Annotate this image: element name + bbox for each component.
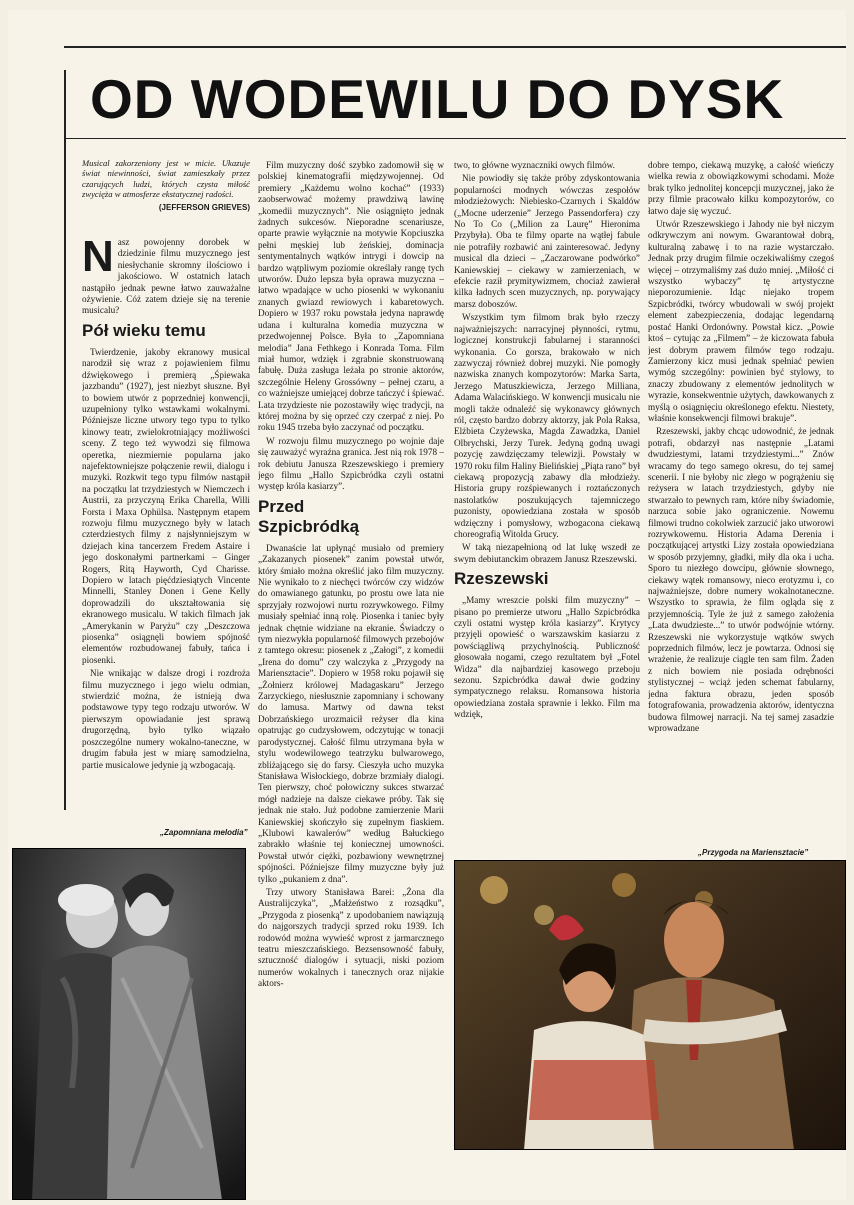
title-left-rule [64,70,66,810]
photo-zapomniana-melodia [12,848,246,1200]
paragraph: dobre tempo, ciekawą muzykę, a całość wieńczy wielka rewia z obowiązkowymi schodami. Może brak tylko jednolitej koncepcji muzycznej, jako że przy filmie pracowało kilku kompozytorów, co łatwo daje się wyczuć. [648,160,834,216]
article-title: OD WODEWILU DO DYSK [90,68,785,130]
paragraph: Wszystkim tym filmom brak było rzeczy najważniejszych: narracyjnej płynności, rytmu, logicznej konstrukcji fabularnej i staranności wykonania. Co gorsza, brakowało w nich zazwyczaj również dobrej muzyki. Nie pomogły nazwiska znanych kompozytorów: Marka Sarta, Jerzego Matuszkiewicza, Jerzego Milliana, Adama Walacińskiego. W konwencji musicalu nie mogli także odnaleźć się wykonawcy głównych ról, często bardzo dobrzy aktorzy, jak Pola Raksa, Elżbieta Czyżewska, Magda Zawadzka, Daniel Olbrychski, Jerzy Turek. Jedyną godną uwagi pozycję zawdzięczamy telewizji. Powstały w 1970 roku film Haliny Bielińskiej „Piąta rano” był ciekawą propozycją zabawy dla młodzieży. Historia grupy rozśpiewanych i roztańczonych nastolatków poszukujących tajemniczego puzonisty, opowiedziana została w sposób wdzięczny i pomysłowy, wzbogacona ciekawą choreografią Witolda Grucy. [454,312,640,539]
paragraph: Rzeszewski, jakby chcąc udowodnić, że jednak potrafi, obdarzył nas następnie „Latami dwudziestymi, latami trzydziestymi...” Znów wracamy do tego samego okresu, do tej samej scenerii. I nie byłoby nic złego w pogrążeniu się reżysera w latach trzydziestych, gdyby nie stwarzało to pewnych ram, które niby świadomie, narzuca sobie jako ograniczenie. Nowemu filmowi trudno cokolwiek zarzucić jako utworowi rozrywkowemu. Historia Adama Derenia i początkującej artystki Lizy została opowiedziana w sposób przyjemny, gładki, miły dla oka i ucha. Sporo tu niezłego dowcipu, głównie słownego, ciekawy wątek romansowy, nieco erotyzmu i, co najważniejsze, dobre numery wokalnotaneczne. Wszystko to sprawia, że film ogląda się z przyjemnością. Tyle że już z samego założenia „Lata dwudzieste...” to utwór podwójnie wtórny. Rzeszewski nie wykorzystuje wątków swych poprzednich filmów, lecz je powtarza. Odnosi się wrażenie, że realizuje ciągle ten sam film. Żaden z nich bowiem nie posiada odrębności stylistycznej – wciąż jeden schemat fabularny, jedna faktura obrazu, jeden sposób fotografowania, prowadzenia aktorów, identyczna budowa filmowej narracji. Na tej samej zasadzie wprowadzane [648,426,834,733]
intro-text: asz powojenny dorobek w dziedzinie filmu muzycznego jest niesłychanie skromny ilościowo i jakościowo. W ostatnich latach nastąpiło jednak pewne łatwo zauważalne ożywienie. Cóż zatem dzieje się na terenie musicalu? [82,237,250,316]
heading-pol-wieku: Pół wieku temu [82,320,206,340]
lead-author: (JEFFERSON GRIEVES) [158,202,250,212]
title-bottom-rule [64,138,846,139]
intro-paragraph [82,232,250,317]
photo-right-svg [454,860,846,1150]
paragraph: Nie wnikając w dalsze drogi i rozdroża filmu muzycznego i jego wielu odmian, stwierdzić można, że istnieją dwa podstawowe typy tego rodzaju utworów. W pierwszym opowiadanie jest sprawą drugorzędną, było tylko wiązało poszczególne numery wokalno-taneczne, w drugim fabuła jest w miarę samodzielna, partie musicalowe jedynie ją wzbogacają. [82,668,250,770]
column-4 [648,160,834,840]
paragraph: two, to główne wyznaczniki owych filmów. [454,160,615,170]
paragraph: Trzy utwory Stanisława Barei: „Żona dla Australijczyka”, „Małżeństwo z rozsądku”, „Przygoda z piosenką” z upodobaniem nawiązują do najgorszych tradycji sprzed roku 1939. Ich rodowód można wywieść wprost z jarmarcznego teatru mieszczańskiego. Bezsensowność fabuły, sztuczność dialogów i sytuacji, niski poziom numerów wokalnych i tanecznych oraz nijakie aktors- [258,886,444,989]
column-1 [82,158,250,818]
caption-left: „Zapomniana melodia” [160,828,248,837]
column-3 [454,160,640,840]
column-2 [258,160,444,1200]
photo-przygoda-na-mariensztacie [454,860,846,1150]
heading-rzeszewski: Rzeszewski [454,569,549,589]
paragraph: Dwanaście lat upłynąć musiało od premiery „Zakazanych piosenek” zanim powstał utwór, który śmiało można określić jako film muzyczny. Nie wynikało to z niechęci twórców czy widzów do omawianego gatunku, po prostu owe lata nie sprzyjały rozwojowi nurtu rozrywkowego. Filmy musiały spełniać inną rolę. Piosenka i taniec były jednak chętnie widziane na ekranie. Świadczy o tym niezwykła popularność filmowych przebojów z tamtego okresu: piosenek z „Załogi”, z komedii „Irena do domu” czy walczyka z „Przygody na Mariensztacie”. Dopiero w 1958 roku pojawił się „Żołnierz królowej Madagaskaru” Jerzego Zarzyckiego, niesłusznie zapomniany i schowany do lamusa. Martwy od dawna tekst Dobrzańskiego urozmaicił reżyser dla kina opatrując go cudzysłowem, odczytując w tonacji parodystycznej. Całość filmu utrzymana była w stylu wodewilowego teatrzyku bulwarowego, zbliżającego się do farsy. Cieszyła ucho muzyka Stanisława Wisłockiego, dobrze brzmiały dialogi. Ten pierwszy, choć połowiczny sukces stwarzać mógł nadzieje na dalsze ciekawe próby. Tak się jednak nie stało. Już podobne zamierzenie Marii Kaniewskiej skończyło się zupełnym fiaskiem. „Klubowi kawalerów” według Bałuckiego zabrakło właśnie tej koniecznej umowności. Powstał utwór ciężki, pozbawiony wewnętrznej spójności. Późniejsze filmy muzyczne były już tylko „pukaniem z dna”. [258,542,444,884]
paragraph: „Mamy wreszcie polski film muzyczny” – pisano po premierze utworu „Hallo Szpicbródka czyli ostatni występ króla kasiarzy”. Krytycy przyjęli opowieść o warszawskim kasiarzu z powściągliwą przychylnością. Publiczność głosowała nogami, czego rezultatem był „Fotel Widza” dla najbardziej kasowego przeboju sezonu. Szpicbródka dawał dwie godziny sympatycznego relaksu. Romansowa historia opowiedziana została sprawnie i lekko. Film ma wdzięk, [454,595,640,720]
paragraph: W rozwoju filmu muzycznego po wojnie daje się zauważyć wyraźna granica. Jest nią rok 1978 – rok debiutu Janusza Rzeszewskiego i premiery jego filmu „Hallo Szpicbródka czyli ostatni występ króla kasiarzy”. [258,435,444,492]
drop-cap: N [82,232,114,282]
heading-przed-szpicbrodka: Przed Szpicbródką [258,496,360,536]
paragraph: Film muzyczny dość szybko zadomowił się w polskiej kinematografii międzywojennej. Od premiery „Każdemu wolno kochać” (1933) zaobserwować możemy prawdziwą lawinę „komedii muzycznych”. Nie osiągnięto jednak żadnych sukcesów. Nieporadne scenariusze, oparte prawie wyłącznie na motywie Kopciuszka pełni męskiej lub żeńskiej, dominacja sentymentalnych wątków intrygi i dowcip na bardzo wątpliwym poziomie określały rangę tych utworów. Dużo lepsza była oprawa muzyczna – łatwo wpadające w ucho piosenki w wykonaniu znanych gwiazd rewiowych i kabaretowych. Dopiero w 1937 roku powstała jedyna naprawdę udana i kulturalna komedia muzyczna w przedwojennej Polsce. Była to „Zapomniana melodia” Jana Fethkego i Konrada Toma. Film miał humor, wdzięk i zgrabnie skonstruowaną fabułę. Duża zasługa leżała po stronie aktorów, szczególnie Heleny Grossówny – pełnej czaru, a co ważniejsze umiejącej dobrze tańczyć i śpiewać. Lata trzydzieste nie pozostawiły więc tradycji, na której można by się oprzeć czy czerpać z niej. Po roku 1945 trzeba było zaczynać od początku. [258,160,444,433]
magazine-page [8,10,846,1200]
caption-right: „Przygoda na Mariensztacie” [698,848,809,857]
photo-left-svg [12,848,246,1200]
paragraph: Nie powiodły się także próby zdyskontowania popularności modnych wówczas zespołów młodzieżowych: Niebiesko-Czarnych i Skaldów („Mocne uderzenie” Jerzego Passendorfera) czy No To Co („Milion za Laurę” Hieronima Przybyła). Oba te filmy oparte na wątłej fabule nie potrafiły rozbawić ani zainteresować. Jedyny musical dla dzieci – „Zaczarowane podwórko” Kaniewskiej – ciekawy w zamierzeniach, w efekcie raził prymitywizmem, chociaż zawierał kilka ładnych scen muzycznych, np. porywający marsz doboszów. [454,173,640,309]
paragraph: W taką niezapełnioną od lat lukę wszedł ze swym debiutanckim obrazem Janusz Rzeszewski. [454,542,640,564]
paragraph: Twierdzenie, jakoby ekranowy musical narodził się wraz z pojawieniem filmu dźwiękowego i premierą „Śpiewaka jazzbandu” (1927), jest niezbyt słuszne. Był to bowiem utwór z poprzedniej konwencji, uzupełniony tylko wstawkami wokalnymi. Późniejsze liczne utwory tego typu to tylko kinowy teatr, zwielokrotniający możliwości sceny. Z tego też wywodzi się filmowa operetka, niezmiernie popularna jako najefektowniejsze połączenie rewii, dialogu i muzyki. Rozkwit tego typu filmów nastąpił na początku lat trzydziestych w Niemczech i Austrii, za przyczyną Erika Charella, Willi Forsta i Maxa Ophülsa. Następnym etapem rozwoju filmu muzycznego były w latach czterdziestych filmy z najsłynniejszym w dziejach kina tancerzem Fredem Astaire i jego doskonałymi partnerkami – Ginger Rogers, Ritą Hayworth, Cyd Charisse. Dopiero w latach pięćdziesiątych Vincente Minnelli, Stanley Donen i Gene Kelly doprowadzili do ukształtowania się ekranowego musicalu. W takich filmach jak „Amerykanin w Paryżu” czy „Deszczowa piosenka” osiągnęli bowiem spójność elementów rozbudowanej fabuły, tańca i piosenki. [82,346,250,665]
paragraph: Utwór Rzeszewskiego i Jahody nie był niczym odkrywczym ani nowym. Gwarantował dobrą, kulturalną zabawę i to na razie wystarczało. Jednak przy drugim filmie oczekiwaliśmy czegoś więcej – otrzymaliśmy zaś dużo mniej. „Miłość ci wszystko wybaczy” tę artystyczne nieporozumienie. Idąc niejako tropem Szpicbródki, twórcy wbudowali w swój projekt element zabezpieczenia, dodając legendarną postać Hanki Ordonówny. Powstał kicz. „Powie ktoś – cytując za „Filmem” – że kiczowata fabuła jest dobrym prawem filmów tego rodzaju. Zamierzony kicz musi jednak spełniać pewien wymóg szczególny: powinien być stylowy, to znaczy zbudowany z elementów jednolitych w wyrazie, konsekwentnie użytych, dawkowanych z myślą o osiągnięciu określonego efektu. Niestety, właśnie konsekwencji filmowi brakuje”. [648,219,834,423]
lead-quote: Musical zakorzeniony jest w micie. Ukazuje świat niewinności, świat zamieszkały przez czarujących ludzi, których czysta miłość zwycięża w atmosferze ekstatycznej radości. [82,158,250,200]
top-rule [64,46,846,48]
